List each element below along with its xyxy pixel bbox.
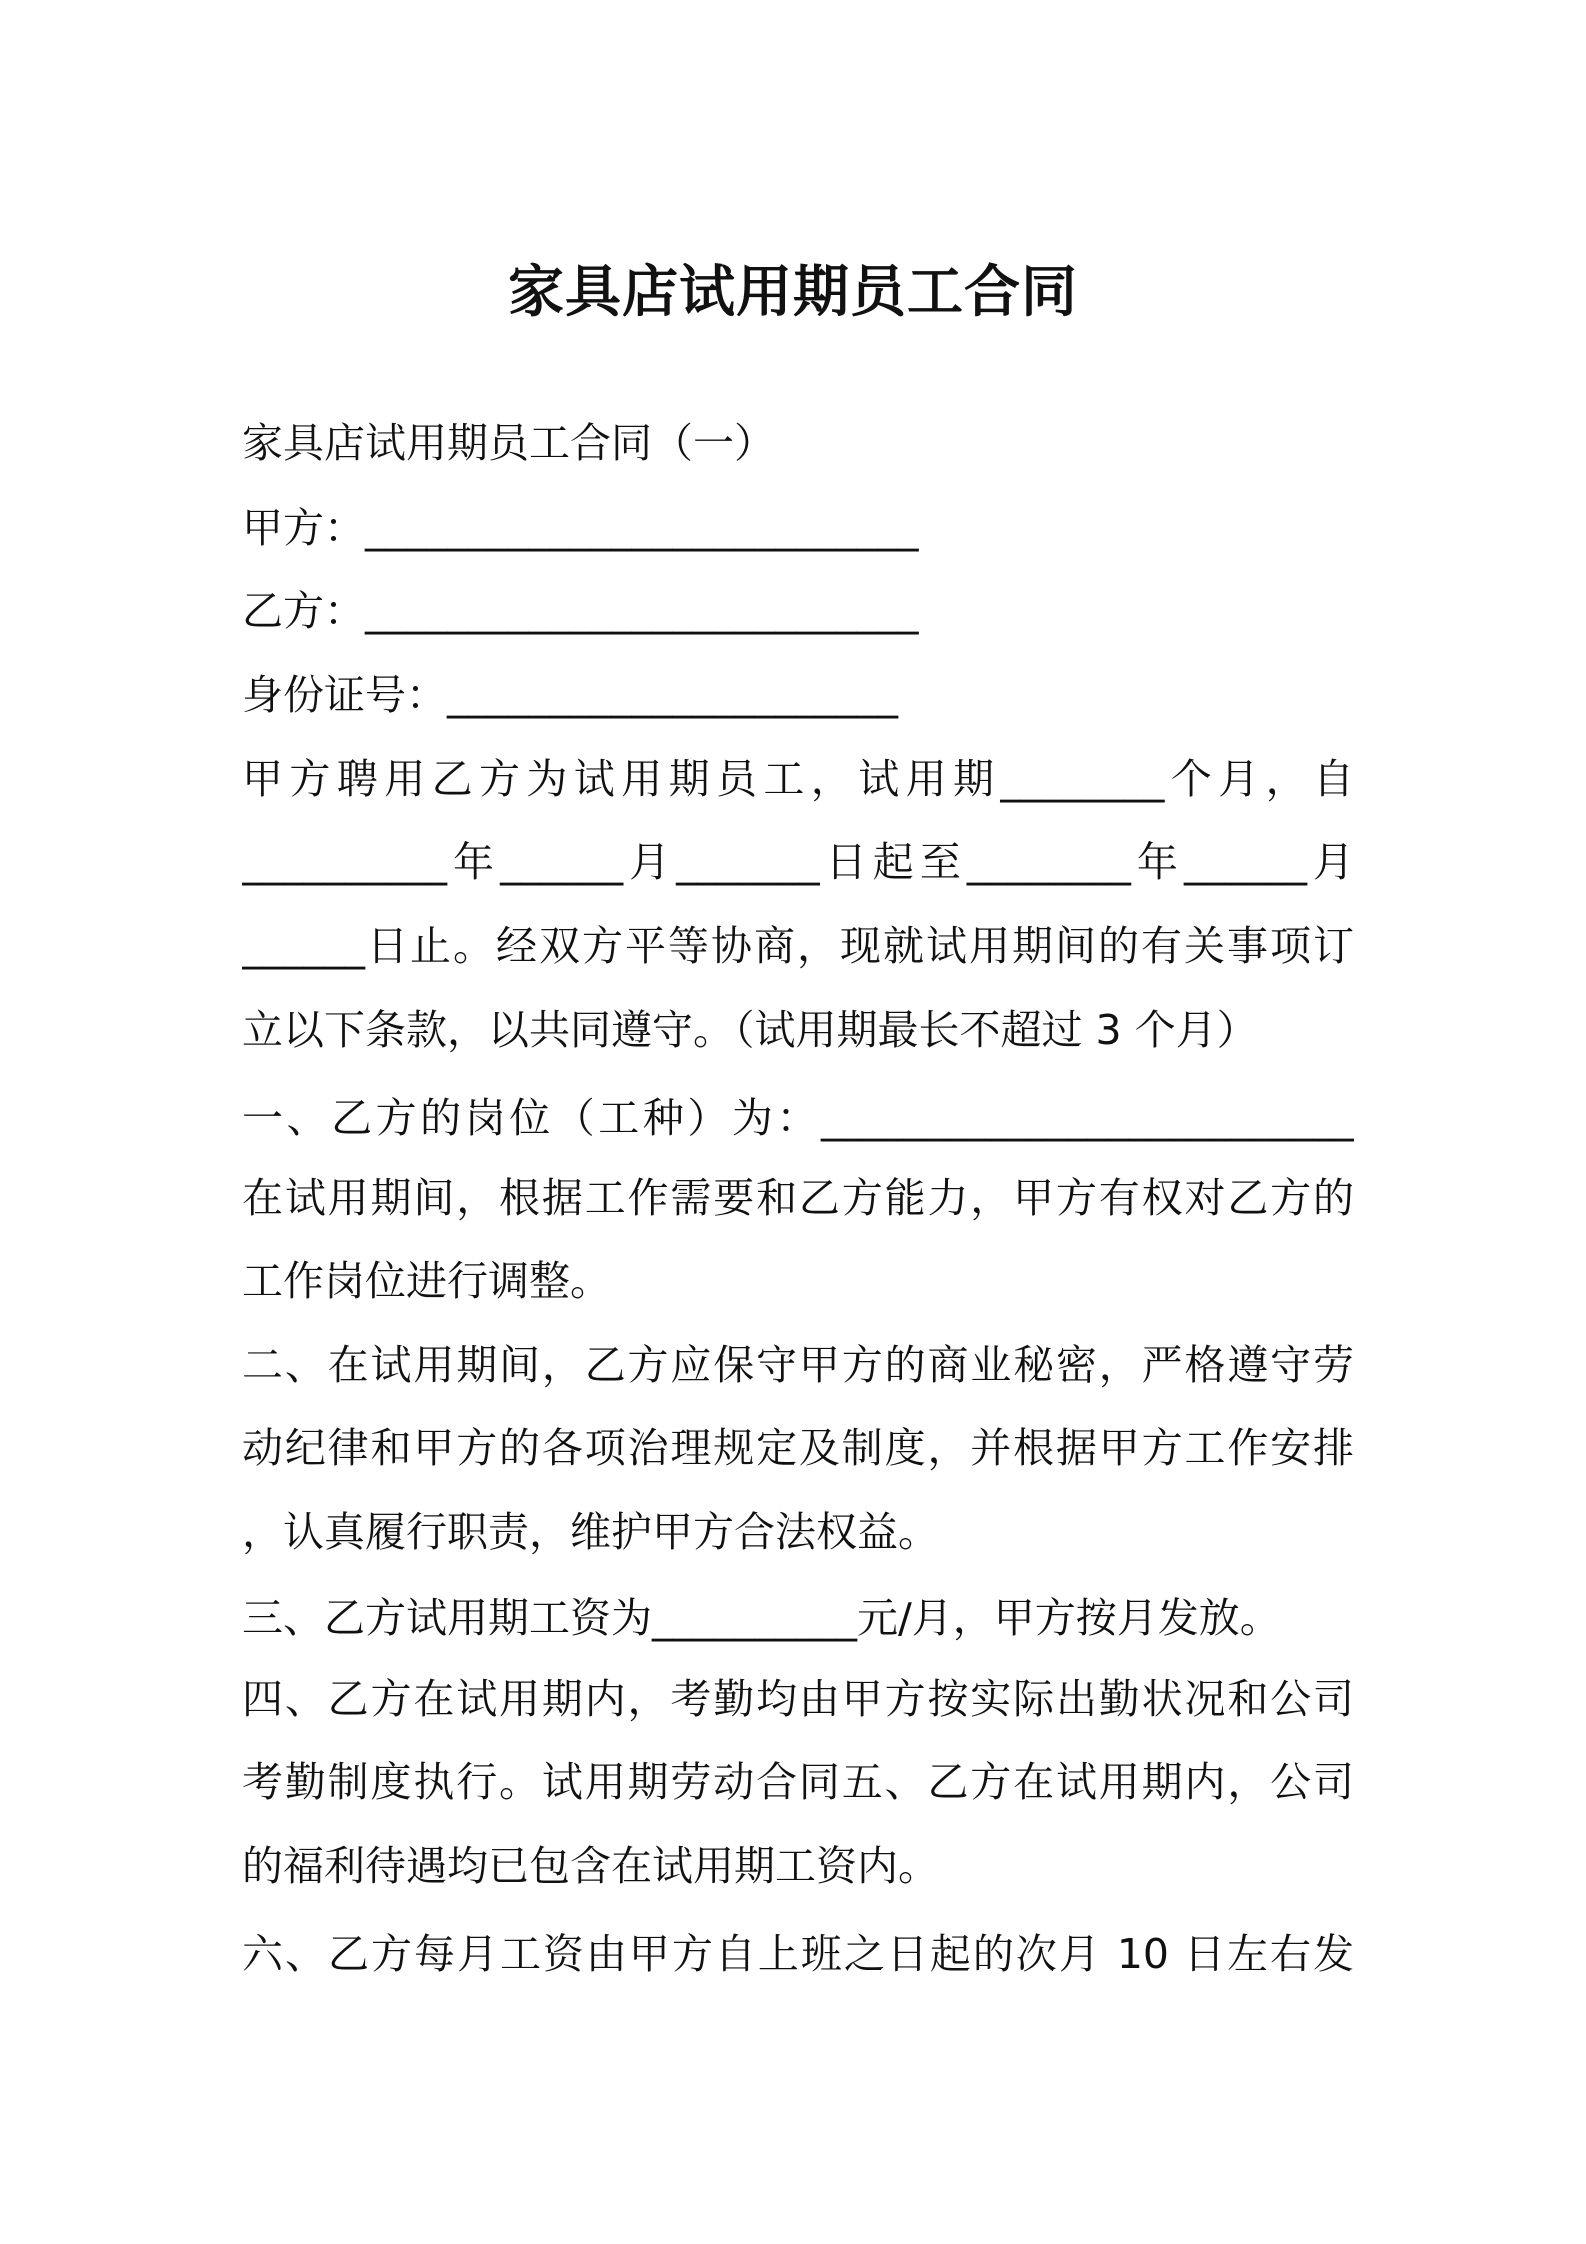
id-number-line: 身份证号：______________________ bbox=[242, 671, 898, 719]
clause-2-line-1: 二、在试用期间，乙方应保守甲方的商业秘密，严格遵守劳 bbox=[242, 1341, 1354, 1389]
clause-2-line-2: 动纪律和甲方的各项治理规定及制度，并根据甲方工作安排 bbox=[242, 1424, 1354, 1472]
clause-4-line-2: 考勤制度执行。试用期劳动合同五、乙方在试用期内，公司 bbox=[242, 1758, 1354, 1806]
clause-5-line: 的福利待遇均已包含在试用期工资内。 bbox=[242, 1842, 939, 1890]
body-line-1: 甲方聘用乙方为试用期员工，试用期________个月，自 bbox=[242, 755, 1354, 803]
clause-3-line: 三、乙方试用期工资为__________元/月，甲方按月发放。 bbox=[242, 1594, 1281, 1642]
body-line-4: 立以下条款，以共同遵守。（试用期最长不超过 3 个月） bbox=[242, 1006, 1258, 1054]
document-title: 家具店试用期员工合同 bbox=[508, 260, 1078, 325]
body-line-2: __________年______月_______日起至________年______月 bbox=[242, 838, 1354, 886]
subtitle-line: 家具店试用期员工合同（一） bbox=[242, 419, 775, 467]
clause-2-line-3: ，认真履行职责，维护甲方合法权益。 bbox=[242, 1508, 939, 1556]
clause-1-line-2: 在试用期间，根据工作需要和乙方能力，甲方有权对乙方的 bbox=[242, 1174, 1354, 1222]
clause-6-line-1: 六、乙方每月工资由甲方自上班之日起的次月 10 日左右发 bbox=[242, 1930, 1354, 1978]
party-b-line: 乙方：___________________________ bbox=[242, 587, 919, 635]
clause-4-line-1: 四、乙方在试用期内，考勤均由甲方按实际出勤状况和公司 bbox=[242, 1675, 1354, 1723]
clause-1-line-1: 一、乙方的岗位（工种）为：__________________________ bbox=[242, 1094, 1354, 1142]
body-line-3: ______日止。经双方平等协商，现就试用期间的有关事项订 bbox=[242, 922, 1354, 970]
clause-1-line-3: 工作岗位进行调整。 bbox=[242, 1257, 611, 1305]
party-a-line: 甲方：___________________________ bbox=[242, 504, 919, 552]
